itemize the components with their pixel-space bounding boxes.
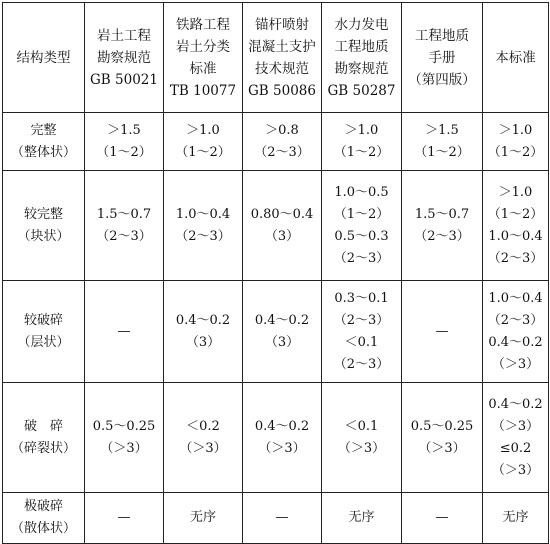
cell-value-line: 0.5～0.25 [92, 418, 156, 434]
table-cell [402, 493, 483, 544]
cell-value-line: 1.5～0.7 [414, 206, 470, 222]
cell-value-line: ＜0.1 [344, 334, 379, 350]
table-cell [483, 281, 549, 383]
row-structure-type [3, 171, 85, 281]
cell-value-line: ＜0.2 [186, 418, 220, 434]
cell-value-line: ＞1.0 [344, 122, 379, 138]
cell-value-line: （＞3） [491, 356, 540, 372]
table-row [3, 171, 549, 281]
table-cell [483, 493, 549, 544]
table-cell [85, 113, 164, 171]
header-text-line: 勘察规范 [334, 60, 389, 77]
cell-value-line: （＞3） [179, 440, 227, 456]
header-text-line: 混凝土支护 [248, 38, 316, 55]
header-text-line: 水力发电 [334, 16, 389, 33]
header-text-line: 本标准 [495, 49, 536, 66]
cell-value-line: （＞3） [337, 440, 386, 456]
table-body [3, 113, 549, 544]
header-text-line: 岩土工程 [97, 27, 151, 44]
header-text-line: 工程地质 [415, 27, 469, 44]
cell-value-line: （＞3） [491, 462, 540, 478]
header-text-line: GB 50287 [327, 82, 396, 99]
table-cell [164, 171, 243, 281]
header-text-line: GB 50086 [248, 82, 316, 99]
column-header [402, 3, 483, 113]
cell-value-line: 0.5～0.3 [334, 228, 389, 244]
table-cell [164, 493, 243, 544]
header-text-line: 铁路工程 [176, 16, 230, 33]
header-structure-type [3, 3, 85, 113]
cell-value-line: — [117, 323, 131, 339]
cell-value-line: ＜0.1 [344, 418, 379, 434]
cell-value-line: 0.4～0.2 [488, 396, 543, 412]
cell-value-line: （＞3） [100, 440, 148, 456]
table-row [3, 493, 549, 544]
cell-value-line: （1～2） [414, 144, 470, 160]
row-label-line: 较完整 [23, 206, 63, 222]
cell-value-line: （3） [264, 334, 300, 350]
table-cell [402, 171, 483, 281]
row-label-line: （块状） [17, 228, 70, 244]
table-cell [483, 113, 549, 171]
table-cell [322, 281, 402, 383]
table-cell [243, 383, 322, 493]
cell-value-line: ≤0.2 [499, 440, 532, 456]
row-label-line: （碎裂状） [10, 440, 76, 456]
table-cell [243, 281, 322, 383]
cell-value-line: ＞1.0 [186, 122, 220, 138]
table-cell [483, 383, 549, 493]
column-header [85, 3, 164, 113]
cell-value-line: （1～2） [96, 144, 152, 160]
cell-value-line: （2～3） [333, 250, 390, 266]
cell-value-line: 无序 [348, 510, 375, 525]
cell-value-line: （＞3） [491, 418, 540, 434]
row-structure-type [3, 493, 85, 544]
cell-value-line: 0.4～0.2 [254, 418, 310, 434]
table-cell [322, 383, 402, 493]
cell-value-line: ＞1.0 [498, 122, 533, 138]
table-cell [85, 281, 164, 383]
table-header-row [3, 3, 549, 113]
header-text-line: 锚杆喷射 [255, 16, 309, 33]
cell-value-line: 0.4～0.2 [175, 312, 231, 328]
cell-value-line: （2～3） [487, 250, 544, 266]
cell-value-line: — [117, 510, 131, 525]
rock-mass-structure-comparison-table [2, 2, 549, 544]
table-cell [164, 113, 243, 171]
header-text-line: 标准 [189, 60, 217, 77]
header-text-line: 技术规范 [255, 60, 309, 77]
row-label-line: （散体状） [10, 521, 76, 536]
cell-value-line: （1～2） [333, 144, 390, 160]
cell-value-line: 1.5～0.7 [96, 206, 152, 222]
table-cell [164, 383, 243, 493]
table-cell [402, 383, 483, 493]
header-text-line: 手册 [428, 49, 456, 66]
table-cell [243, 171, 322, 281]
cell-value-line: （2～3） [333, 356, 390, 372]
row-label-line: 破 碎 [23, 418, 63, 434]
cell-value-line: ＞0.8 [265, 122, 299, 138]
cell-value-line: 1.0～0.4 [175, 206, 231, 222]
cell-value-line: ＞1.5 [425, 122, 459, 138]
row-label-line: 较破碎 [23, 312, 63, 328]
cell-value-line: （2～3） [254, 144, 310, 160]
cell-value-line: （2～3） [175, 228, 231, 244]
cell-value-line: （2～3） [487, 312, 544, 328]
cell-value-line: 0.5～0.25 [410, 418, 474, 434]
cell-value-line: 1.0～0.4 [488, 290, 543, 306]
column-header [243, 3, 322, 113]
table-row [3, 383, 549, 493]
column-header [322, 3, 402, 113]
cell-value-line: （2～3） [333, 312, 390, 328]
header-text-line: 勘察规范 [97, 49, 151, 66]
cell-value-line: （1～2） [333, 206, 390, 222]
cell-value-line: 0.4～0.2 [254, 312, 310, 328]
header-text-line: 结构类型 [16, 49, 71, 66]
row-structure-type [3, 113, 85, 171]
cell-value-line: 0.4～0.2 [488, 334, 543, 350]
header-text-line: 岩土分类 [176, 38, 230, 55]
cell-value-line: （1～2） [487, 206, 544, 222]
row-label-line: （层状） [17, 334, 70, 350]
table-cell [402, 113, 483, 171]
table-cell [164, 281, 243, 383]
cell-value-line: （＞3） [258, 440, 306, 456]
table-cell [483, 171, 549, 281]
cell-value-line: 0.80～0.4 [250, 206, 314, 222]
cell-value-line: （1～2） [487, 144, 544, 160]
row-label-line: 完整 [30, 122, 57, 138]
column-header [483, 3, 549, 113]
table-cell [322, 113, 402, 171]
table-cell [322, 493, 402, 544]
table-row [3, 113, 549, 171]
table-cell [402, 281, 483, 383]
cell-value-line: ＞1.5 [107, 122, 141, 138]
cell-value-line: 0.3～0.1 [334, 290, 389, 306]
table-cell [322, 171, 402, 281]
table-cell [85, 383, 164, 493]
cell-value-line: 1.0～0.5 [334, 184, 389, 200]
header-text-line: 工程地质 [334, 38, 389, 55]
cell-value-line: （3） [264, 228, 300, 244]
cell-value-line: — [435, 323, 449, 339]
table-cell [243, 493, 322, 544]
row-label-line: 极破碎 [23, 499, 63, 514]
table-cell [243, 113, 322, 171]
header-text-line: TB 10077 [169, 82, 237, 99]
column-header [164, 3, 243, 113]
table-cell [85, 493, 164, 544]
row-structure-type [3, 281, 85, 383]
cell-value-line: （2～3） [414, 228, 470, 244]
cell-value-line: （2～3） [96, 228, 152, 244]
table-row [3, 281, 549, 383]
row-label-line: （整体状） [10, 144, 76, 160]
cell-value-line: 无序 [502, 510, 529, 525]
header-text-line: （第四版） [408, 71, 476, 88]
cell-value-line: （3） [185, 334, 221, 350]
cell-value-line: （1～2） [175, 144, 231, 160]
table-cell [85, 171, 164, 281]
cell-value-line: （＞3） [418, 440, 466, 456]
cell-value-line: 1.0～0.4 [488, 228, 543, 244]
row-structure-type [3, 383, 85, 493]
cell-value-line: 无序 [189, 510, 216, 525]
header-text-line: GB 50021 [90, 71, 158, 88]
cell-value-line: — [435, 510, 449, 525]
cell-value-line: ＞1.0 [498, 184, 533, 200]
cell-value-line: — [275, 510, 289, 525]
